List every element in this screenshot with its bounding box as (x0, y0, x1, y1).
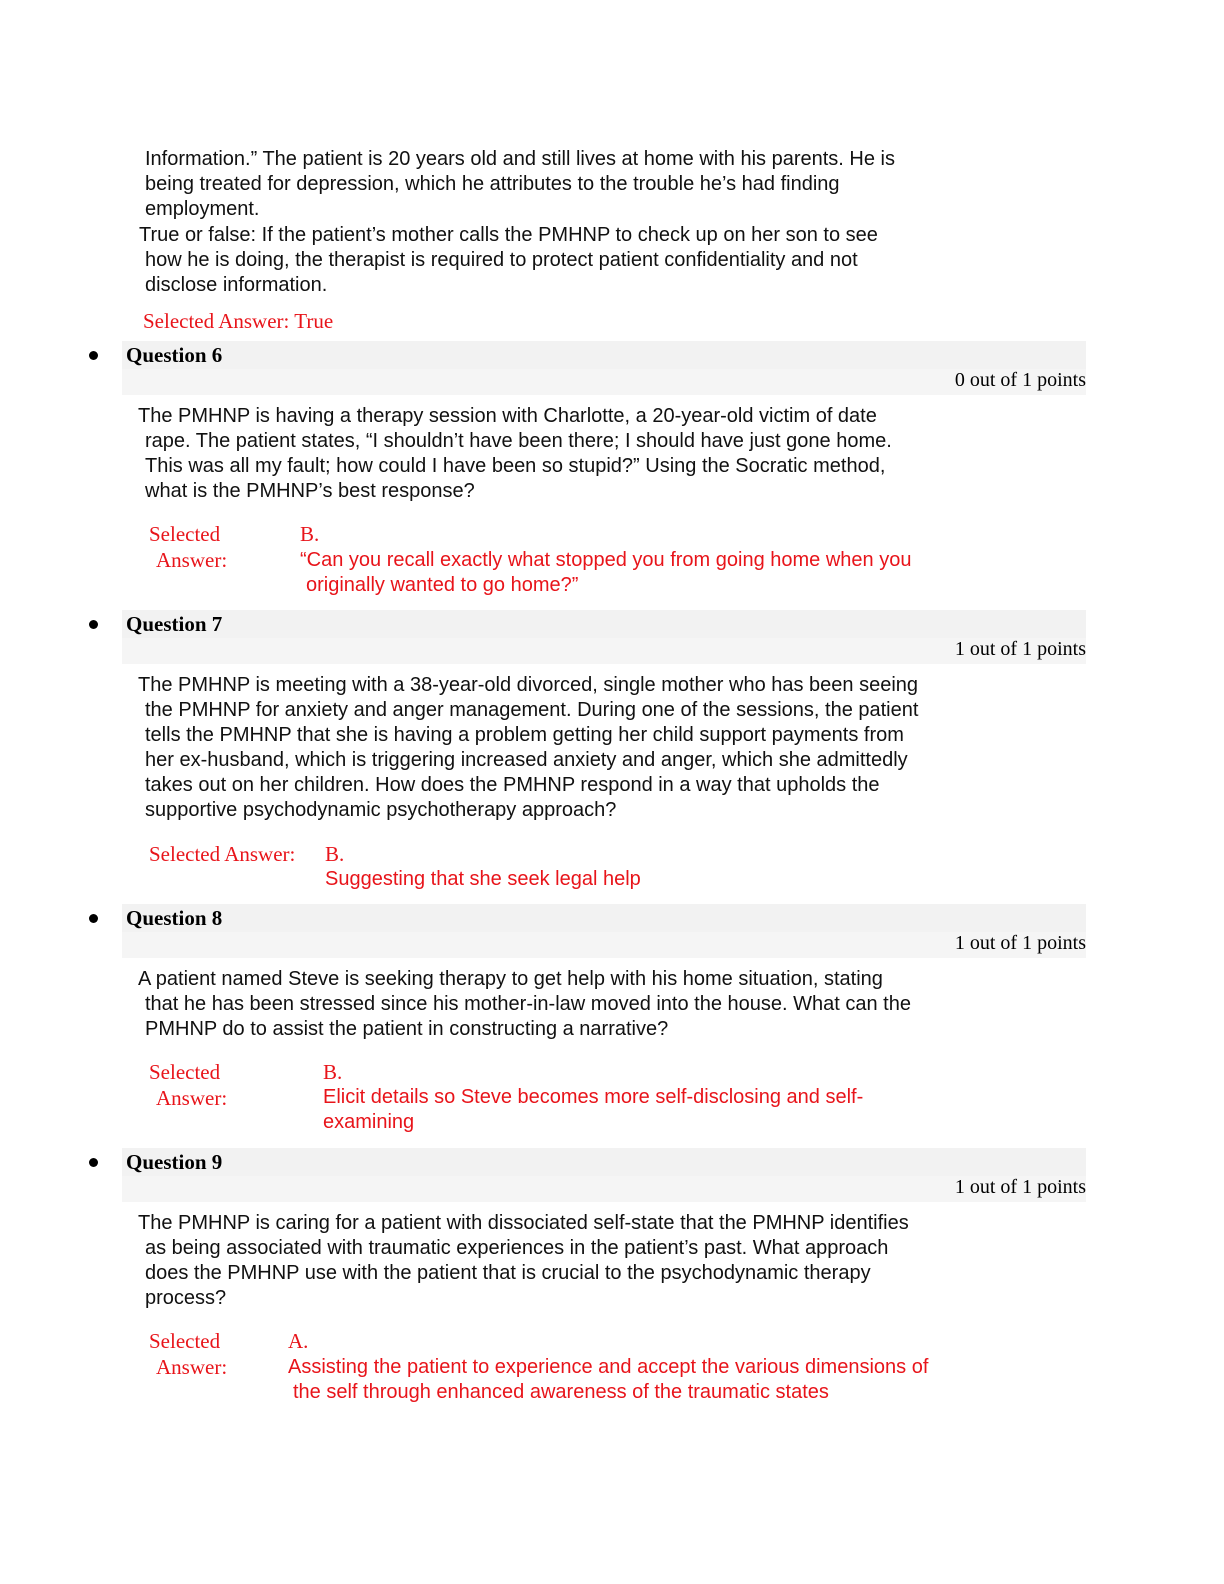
answer-line: Suggesting that she seek legal help (325, 868, 641, 890)
question-text (138, 673, 1038, 823)
question-text-line: the PMHNP for anxiety and anger management. During one of the sessions, the patient (145, 699, 919, 721)
bullet-icon (89, 914, 98, 923)
question-text-line: rape. The patient states, “I shouldn’t have been there; I should have just gone home. (145, 430, 892, 452)
scenario-line: employment. (145, 198, 260, 220)
question-text-line: as being associated with traumatic experiences in the patient’s past. What approach (145, 1237, 889, 1259)
question-text-line: that he has been stressed since his mother-in-law moved into the house. What can the (145, 993, 911, 1015)
answer-label: Answer: (156, 1355, 228, 1379)
answer-line: the self through enhanced awareness of the traumatic states (293, 1381, 829, 1403)
scenario-line: Information.” The patient is 20 years old and still lives at home with his parents. He is (145, 148, 895, 170)
selected-answer-text (325, 867, 641, 892)
answer-label: Answer: (156, 1086, 228, 1110)
question-points: 1 out of 1 points (954, 932, 1086, 954)
question-text-line: supportive psychodynamic psychotherapy approach? (145, 799, 617, 821)
bullet-icon (89, 351, 98, 360)
question-text-line: The PMHNP is meeting with a 38-year-old divorced, single mother who has been seeing (138, 674, 919, 696)
selected-label: Selected (149, 522, 221, 546)
selected-answer-text (288, 1355, 928, 1405)
question-points: 0 out of 1 points (954, 369, 1086, 391)
question-text-line: her ex-husband, which is triggering increased anxiety and anger, which she admittedly (145, 749, 908, 771)
bullet-icon (89, 620, 98, 629)
question-title: Question 6 (126, 343, 223, 367)
question-text-line: This was all my fault; how could I have been so stupid?” Using the Socratic method, (145, 455, 886, 477)
answer-label: Answer: (156, 548, 228, 572)
question-text (138, 1211, 1038, 1311)
question-text-line: does the PMHNP use with the patient that is crucial to the psychodynamic therapy (145, 1262, 871, 1284)
question-header-band (122, 341, 1086, 395)
selected-answer-label: Selected Answer: (149, 842, 296, 866)
previous-selected-answer: Selected Answer: True (143, 309, 334, 333)
question-header-band (122, 610, 1086, 664)
prompt-line: how he is doing, the therapist is required to protect patient confidentiality and not (145, 249, 858, 271)
selected-label: Selected (149, 1060, 221, 1084)
question-text (138, 404, 1038, 504)
question-text-line: what is the PMHNP’s best response? (145, 480, 475, 502)
question-text-line: process? (145, 1287, 227, 1309)
question-title: Question 9 (126, 1150, 223, 1174)
question-text-line: tells the PMHNP that she is having a problem getting her child support payments from (145, 724, 904, 746)
question-points: 1 out of 1 points (954, 1176, 1086, 1198)
selected-answer-text (323, 1085, 863, 1135)
question-title: Question 7 (126, 612, 223, 636)
previous-question-scenario (145, 147, 1025, 222)
question-header-band (122, 904, 1086, 958)
question-text-line: The PMHNP is having a therapy session with Charlotte, a 20-year-old victim of date (138, 405, 877, 427)
selected-answer-text (300, 548, 911, 598)
question-text-line: takes out on her children. How does the PMHNP respond in a way that upholds the (145, 774, 880, 796)
prompt-line: disclose information. (145, 274, 328, 296)
question-header-band (122, 1148, 1086, 1202)
previous-question-prompt (139, 223, 1019, 298)
question-text-line: PMHNP do to assist the patient in constructing a narrative? (145, 1018, 669, 1040)
answer-line: originally wanted to go home?” (306, 574, 579, 596)
answer-letter: A. (288, 1329, 309, 1353)
question-points: 1 out of 1 points (954, 638, 1086, 660)
answer-line: “Can you recall exactly what stopped you from going home when you (300, 549, 912, 571)
answer-line: Elicit details so Steve becomes more self-disclosing and self- (323, 1086, 864, 1108)
answer-letter: B. (325, 842, 345, 866)
answer-letter: B. (323, 1060, 343, 1084)
prompt-line: True or false: If the patient’s mother calls the PMHNP to check up on her son to see (139, 224, 878, 246)
answer-line: Assisting the patient to experience and accept the various dimensions of (288, 1356, 929, 1378)
answer-line: examining (323, 1111, 415, 1133)
scenario-line: being treated for depression, which he attributes to the trouble he’s had finding (145, 173, 840, 195)
question-title: Question 8 (126, 906, 223, 930)
bullet-icon (89, 1158, 98, 1167)
question-text-line: The PMHNP is caring for a patient with dissociated self-state that the PMHNP identifies (138, 1212, 909, 1234)
selected-label: Selected (149, 1329, 221, 1353)
question-text-line: A patient named Steve is seeking therapy to get help with his home situation, stating (138, 968, 883, 990)
answer-letter: B. (300, 522, 320, 546)
question-text (138, 967, 1038, 1042)
